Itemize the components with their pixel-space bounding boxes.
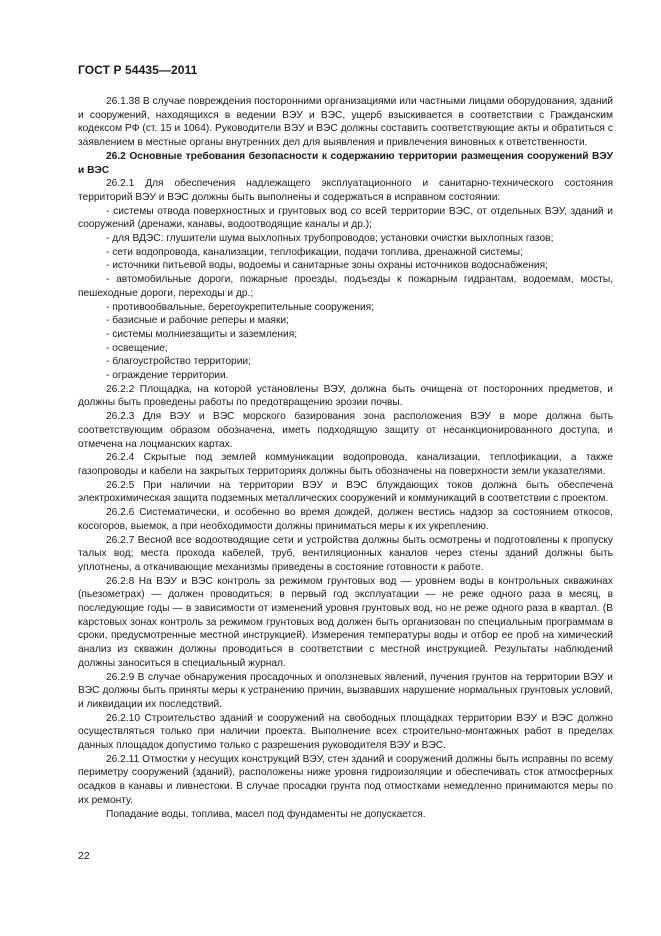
paragraph-26-2-6: 26.2.6 Систематически, и особенно во время дождей, должен вестись надзор за состоянием откосов, косогоров, выемок, а при необходимости должны приниматься меры к их укреплению.	[78, 507, 613, 532]
document-header: ГОСТ Р 54435—2011	[78, 63, 198, 77]
list-item: - для ВДЭС: глушители шума выхлопных трубопроводов; установки очистки выхлопных газов;	[106, 233, 554, 245]
list-item: - системы молниезащиты и заземления;	[106, 328, 298, 340]
paragraph-26-1-38: 26.1.38 В случае повреждения посторонними организациями или частными лицами оборудования, зданий и сооружений, находящихся в ведении ВЭУ и ВЭС, ущерб взыскивается в соответствии с Гражданским кодексом РФ (ст. 15 и 1064). Руководители ВЭУ и ВЭС должны составить соответствующие акты и обратиться с заявлением в местные органы внутренних дел для выявления и привлечения виновных к ответственности.	[78, 96, 613, 149]
page-number: 22	[78, 850, 90, 862]
paragraph-26-2-10: 26.2.10 Строительство зданий и сооружений на свободных площадках территории ВЭУ и ВЭС должно осуществляться только при наличии проекта. Выполнение всех строительно-монтажных работ в пределах данных площадок допустимо только с разрешения руководителя ВЭУ и ВЭС.	[78, 712, 613, 752]
list-item: - системы отвода поверхностных и грунтовых вод со всей территории ВЭС, от отдельных ВЭУ, зданий и сооружений (дренажи, канавы, водоотводящие каналы и др.);	[78, 205, 613, 231]
list-item: - благоустройство территории;	[106, 356, 251, 368]
list-item: - освещение;	[106, 342, 168, 354]
list-item: - сети водопровода, канализации, теплофикации, подачи топлива, дренажной системы;	[106, 246, 523, 258]
section-heading-26-2: 26.2 Основные требования безопасности к содержанию территории размещения сооружений ВЭУ и ВЭС	[78, 150, 613, 176]
paragraph-26-2-2: 26.2.2 Площадка, на которой установлены ВЭУ, должна быть очищена от посторонних предметов, и должны быть проведены работы по предотвращению эрозии почвы.	[78, 383, 613, 409]
list-item: - автомобильные дороги, пожарные проезды, подъезды к пожарным гидрантам, водоемам, мосты, пешеходные дороги, переходы и др.;	[78, 274, 613, 299]
paragraph-26-2-8: 26.2.8 На ВЭУ и ВЭС контроль за режимом грунтовых вод — уровнем воды в контрольных скважинах (пьезометрах) — должен проводиться: в первый год эксплуатации — не реже одного раза в месяц, в последующие годы — в зависимости от изменений уровня грунтовых вод, но не реже одного раза в квартал. (В карстовых зонах контроль за режимом грунтовых вод должен быть организован по специальным программам в сроки, предусмотренные местной инструкцией). Измерения температуры воды и отбор ее проб на химический анализ из скважин должны проводиться в соответствии с местной инструкцией. Результаты наблюдений должны заноситься в специальный журнал.	[78, 575, 613, 669]
paragraph-26-2-3: 26.2.3 Для ВЭУ и ВЭС морского базирования зона расположения ВЭУ в море должна быть соответствующим образом обозначена, иметь подходящую защиту от несанкционированного доступа, и отмечена на лоцманских картах.	[78, 411, 613, 450]
paragraph-26-2-7: 26.2.7 Весной все водоотводящие сети и устройства должны быть осмотрены и подготовлены к пропуску талых вод; места прохода кабелей, труб, вентиляционных каналов через стены зданий должны быть уплотнены, а откачивающие механизмы приведены в состояние готовности к работе.	[78, 534, 613, 573]
paragraph-26-2-4: 26.2.4 Скрытые под землей коммуникации водопровода, канализации, теплофикации, а также газопроводы и кабели на закрытых территориях должны быть обозначены на поверхности земли указателями.	[78, 452, 613, 477]
paragraph-26-2-5: 26.2.5 При наличии на территории ВЭУ и ВЭС блуждающих токов должна быть обеспечена электрохимическая защита подземных металлических сооружений и коммуникаций в соответствии с проектом.	[78, 479, 613, 505]
document-body	[78, 95, 613, 821]
paragraph-26-2-9: 26.2.9 В случае обнаружения просадочных и оползневых явлений, пучения грунтов на территории ВЭУ и ВЭС должны быть приняты меры к устранению причин, вызвавших нарушение нормальных грунтовых условий, и ликвидации их последствий.	[78, 671, 613, 710]
paragraph-26-2-1: 26.2.1 Для обеспечения надлежащего эксплуатационного и санитарно-технического состояния территорий ВЭУ и ВЭС должны быть выполнены и содержаться в исправном состоянии:	[78, 178, 613, 203]
list-item: - базисные и рабочие реперы и маяки;	[106, 315, 289, 327]
list-item: - противообвальные, берегоукрепительные сооружения;	[106, 301, 375, 313]
paragraph-26-2-11: 26.2.11 Отмостки у несущих конструкций ВЭУ, стен зданий и сооружений должны быть исправны по всему периметру сооружений (зданий), расположены ниже уровня гидроизоляции и обеспечивать сток атмосферных осадков в канавы и ливнестоки. В случае просадки грунта под отмостками немедленно принимаются меры по их ремонту.	[78, 753, 613, 806]
paragraph-closing: Попадание воды, топлива, масел под фундаменты не допускается.	[106, 808, 426, 820]
list-item: - ограждение территории.	[106, 370, 229, 382]
list-item: - источники питьевой воды, водоемы и санитарные зоны охраны источников водоснабжения;	[106, 260, 548, 272]
